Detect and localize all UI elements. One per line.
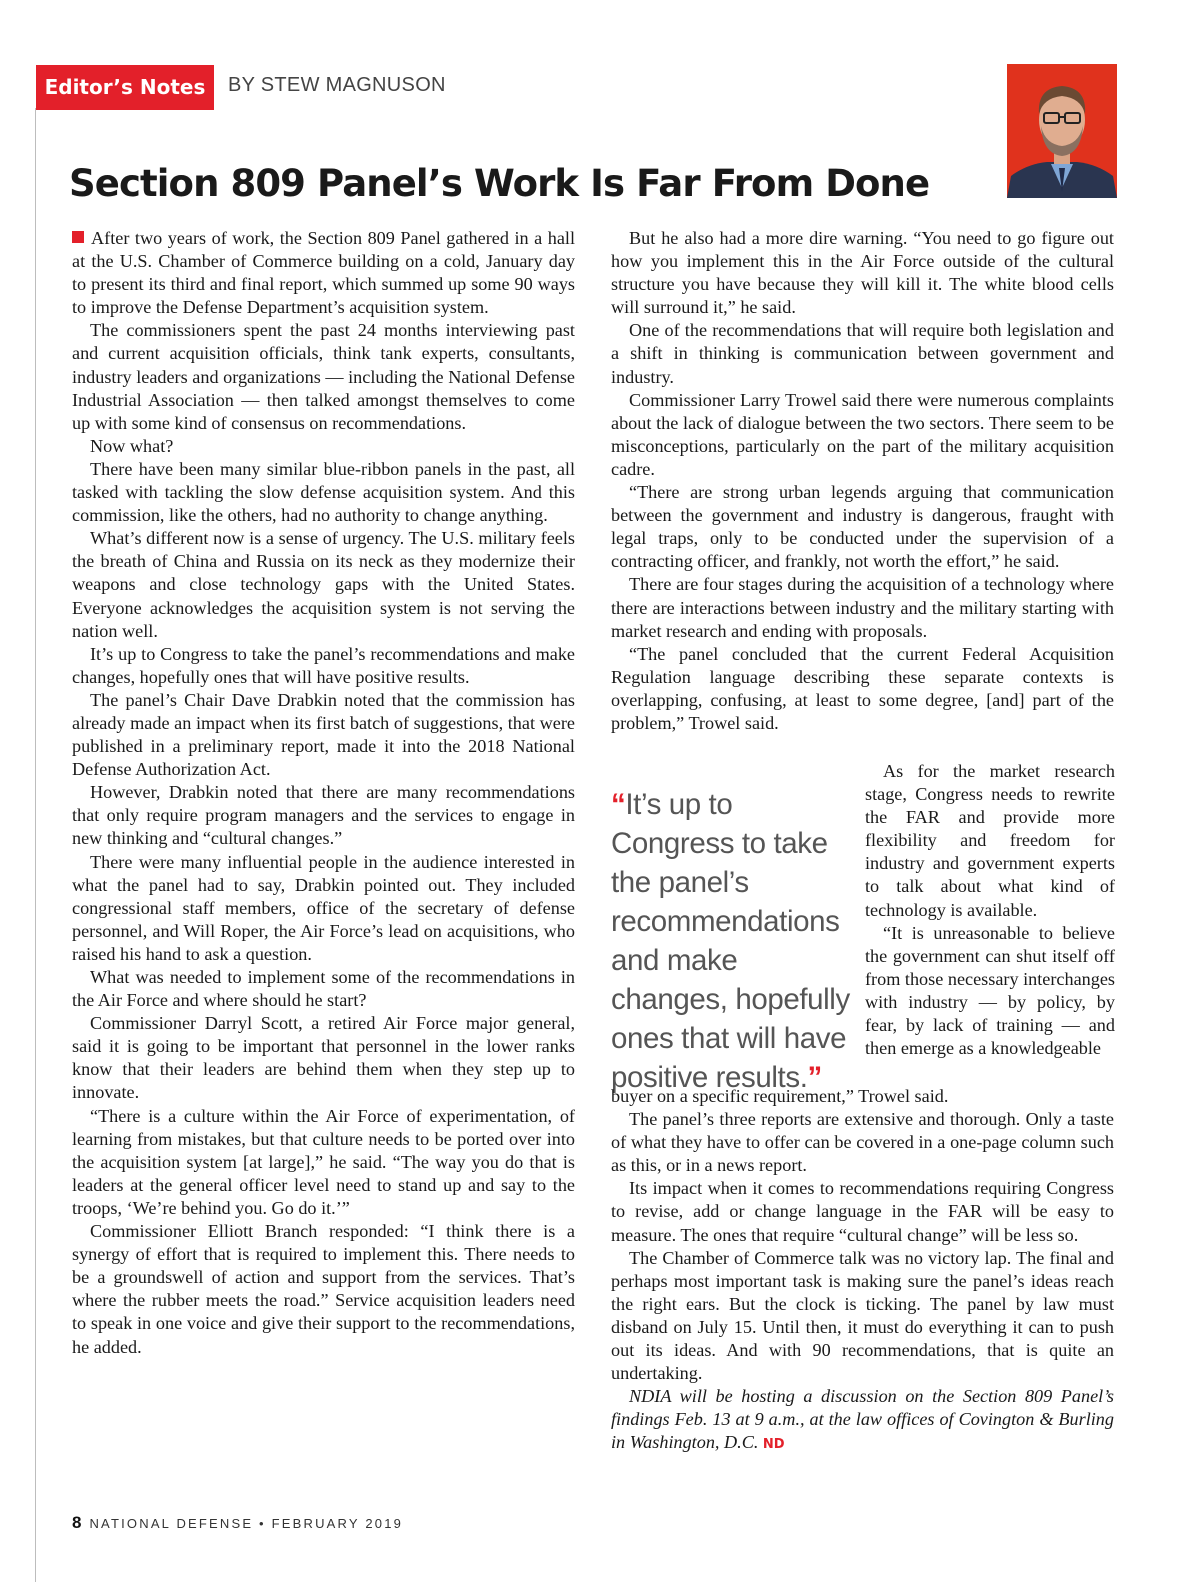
nd-logo: ND xyxy=(762,1437,785,1453)
article-paragraph: The commissioners spent the past 24 months interviewing past and current acquisition officials, think tank experts, consultants, industry leaders and organizations — including the National Defense Industrial Association — then talked amongst themselves to come up with some kind of consensus on recommendations. xyxy=(72,320,575,433)
article-column-narrow xyxy=(865,760,1115,1060)
publication-line: NATIONAL DEFENSE • FEBRUARY 2019 xyxy=(89,1516,404,1531)
article-paragraph: There have been many similar blue-ribbon panels in the past, all tasked with tackling the slow defense acquisition system. And this commission, like the others, had no authority to change anything. xyxy=(72,458,575,526)
article-column-left xyxy=(72,227,575,1359)
author-portrait-icon xyxy=(1007,64,1117,198)
closing-note: NDIA will be hosting a discussion on the Section 809 Panel’s findings Feb. 13 at 9 a.m., at the law offices of Covington & Burling in Washington, D.C. ND xyxy=(611,1386,1114,1453)
article-paragraph: What’s different now is a sense of urgency. The U.S. military feels the breath of China and Russia on its neck as they modernize their weapons and close technology gaps with the United States. Everyone acknowledges the acquisition system is not serving the nation well. xyxy=(72,528,575,641)
open-quote-mark: “ xyxy=(611,788,626,821)
red-square-icon xyxy=(72,231,84,243)
article-paragraph: As for the market research stage, Congress needs to rewrite the FAR and provide more flexibility and freedom for industry and government experts to talk about what kind of technology is available. xyxy=(865,761,1115,920)
article-paragraph: Commissioner Elliott Branch responded: “I think there is a synergy of effort that is required to implement this. There needs to be a groundswell of action and support from the services. That’s where the rubber meets the road.” Service acquisition leaders need to speak in one voice and give their support to the recommendations, he added. xyxy=(72,1221,575,1357)
article-paragraph: After two years of work, the Section 809 Panel gathered in a hall at the U.S. Chamber of Commerce building on a cold, January day to present its third and final report, which summed up some 90 ways to improve the Defense Department’s acquisition system. xyxy=(72,228,575,318)
article-paragraph: The panel’s Chair Dave Drabkin noted that the commission has already made an impact when its first batch of suggestions, that were published in a preliminary report, made it into the 2018 National Defense Authorization Act. xyxy=(72,689,575,780)
close-quote-mark: ” xyxy=(807,1061,822,1094)
section-tag: Editor’s Notes xyxy=(36,65,214,110)
article-paragraph: Commissioner Larry Trowel said there were numerous complaints about the lack of dialogue between the two sectors. There seem to be misconceptions, particularly on the part of the military acquisition cadre. xyxy=(611,389,1114,479)
article-paragraph: “There are strong urban legends arguing that communication between the government and industry is dangerous, fraught with legal traps, only to be conducted under the supervision of a contracting officer, and frankly, not worth the effort,” he said. xyxy=(611,482,1114,572)
article-paragraph: What was needed to implement some of the recommendations in the Air Force and where should he start? xyxy=(72,967,575,1011)
article-paragraph: However, Drabkin noted that there are many recommendations that only require program managers and the services to engage in new thinking and “cultural changes.” xyxy=(72,782,575,849)
pull-quote xyxy=(611,785,851,1097)
article-paragraph: But he also had a more dire warning. “You need to go figure out how you implement this in the Air Force outside of the cultural structure you have because they will kill it. The white blood cells will surround it,” he said. xyxy=(611,228,1114,318)
article-paragraph: One of the recommendations that will require both legislation and a shift in thinking is communication between government and industry. xyxy=(611,320,1114,387)
article-paragraph: The Chamber of Commerce talk was no victory lap. The final and perhaps most important task is making sure the panel’s ideas reach the right ears. But the clock is ticking. The panel by law must disband on July 15. Until then, it must do everything it can to push out its ideas. And with 90 recommendations, that is quite an undertaking. xyxy=(611,1247,1114,1384)
article-paragraph: “It is unreasonable to believe the government can shut itself off from those necessary interchanges with industry — by policy, by fear, by lack of training — and then emerge as a knowledgeable xyxy=(865,922,1115,1059)
left-margin-rule xyxy=(35,108,36,1582)
page-footer xyxy=(72,1513,403,1533)
article-paragraph: The panel’s three reports are extensive and thorough. Only a taste of what they have to offer can be covered in a one-page column such as this, or in a news report. xyxy=(611,1109,1114,1176)
headline: Section 809 Panel’s Work Is Far From Done xyxy=(69,162,930,205)
page-number: 8 xyxy=(72,1513,82,1532)
article-paragraph: There were many influential people in the audience interested in what the panel had to say, Drabkin pointed out. They included congressional staff members, office of the secretary of defense personnel, and Will Roper, the Air Force’s lead on acquisitions, who raised his hand to ask a question. xyxy=(72,851,575,964)
article-paragraph: “The panel concluded that the current Federal Acquisition Regulation language describing these separate contexts is overlapping, confusing, at least to some degree, [and] part of the problem,” Trowel said. xyxy=(611,643,1114,733)
article-paragraph: buyer on a specific requirement,” Trowel said. xyxy=(611,1086,949,1106)
article-paragraph: It’s up to Congress to take the panel’s recommendations and make changes, hopefully ones that will have positive results. xyxy=(72,643,575,687)
article-column-right-top xyxy=(611,227,1114,735)
article-paragraph: Now what? xyxy=(90,435,174,456)
byline: BY STEW MAGNUSON xyxy=(228,74,446,96)
article-column-right-bottom xyxy=(611,1085,1114,1457)
article-paragraph: “There is a culture within the Air Force of experimentation, of learning from mistakes, but that culture needs to be ported over into the acquisition system [at large],” he said. “The way you do that is leaders at the general officer level need to stand up and say to the troops, ‘We’re behind you. Go do it.’” xyxy=(72,1105,575,1218)
pull-quote-text: It’s up to Congress to take the panel’s recommendations and make changes, hopefully ones that will have positive results. xyxy=(611,788,850,1094)
article-paragraph: Its impact when it comes to recommendations requiring Congress to revise, add or change language in the FAR will be easy to measure. The ones that require “cultural change” will be less so. xyxy=(611,1178,1114,1245)
article-paragraph: There are four stages during the acquisition of a technology where there are interactions between industry and the military starting with market research and ending with proposals. xyxy=(611,574,1114,641)
article-paragraph: Commissioner Darryl Scott, a retired Air Force major general, said it is going to be important that personnel in the lower ranks know that their leaders are behind them when they step up to innovate. xyxy=(72,1013,575,1103)
